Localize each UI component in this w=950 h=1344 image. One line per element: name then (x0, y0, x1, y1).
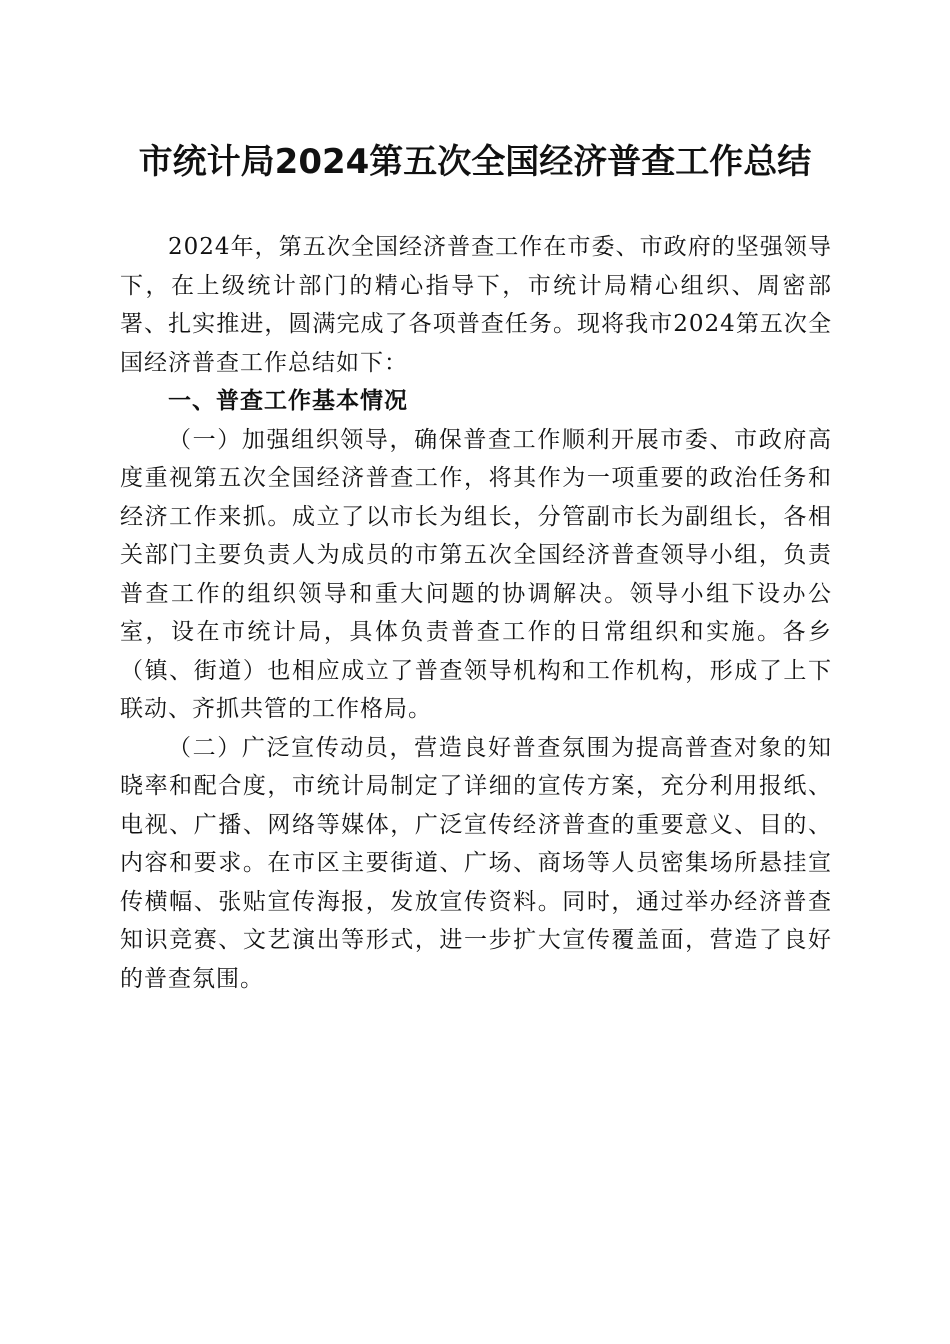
section-heading: 一、普查工作基本情况 (168, 388, 408, 414)
document-title: 市统计局2024第五次全国经济普查工作总结 (138, 142, 812, 182)
section-paragraph-publicity: （二）广泛宣传动员，营造良好普查氛围为提高普查对象的知晓率和配合度，市统计局制定了详细的宣传方案，充分利用报纸、电视、广播、网络等媒体，广泛宣传经济普查的重要意义、目的、内容和要求。在市区主要街道、广场、商场等人员密集场所悬挂宣传横幅、张贴宣传海报，发放宣传资料。同时，通过举办经济普查知识竞赛、文艺演出等形式，进一步扩大宣传覆盖面，营造了良好的普查氛围。 (120, 734, 832, 992)
intro-paragraph: 2024年，第五次全国经济普查工作在市委、市政府的坚强领导下，在上级统计部门的精心指导下，市统计局精心组织、周密部署、扎实推进，圆满完成了各项普查任务。现将我市2024第五次全国经济普查工作总结如下： (120, 234, 832, 376)
section-paragraph-organization: （一）加强组织领导，确保普查工作顺利开展市委、市政府高度重视第五次全国经济普查工作，将其作为一项重要的政治任务和经济工作来抓。成立了以市长为组长，分管副市长为副组长，各相关部门主要负责人为成员的市第五次全国经济普查领导小组，负责普查工作的组织领导和重大问题的协调解决。领导小组下设办公室，设在市统计局，具体负责普查工作的日常组织和实施。各乡（镇、街道）也相应成立了普查领导机构和工作机构，形成了上下联动、齐抓共管的工作格局。 (120, 426, 832, 722)
document-body (120, 228, 832, 998)
